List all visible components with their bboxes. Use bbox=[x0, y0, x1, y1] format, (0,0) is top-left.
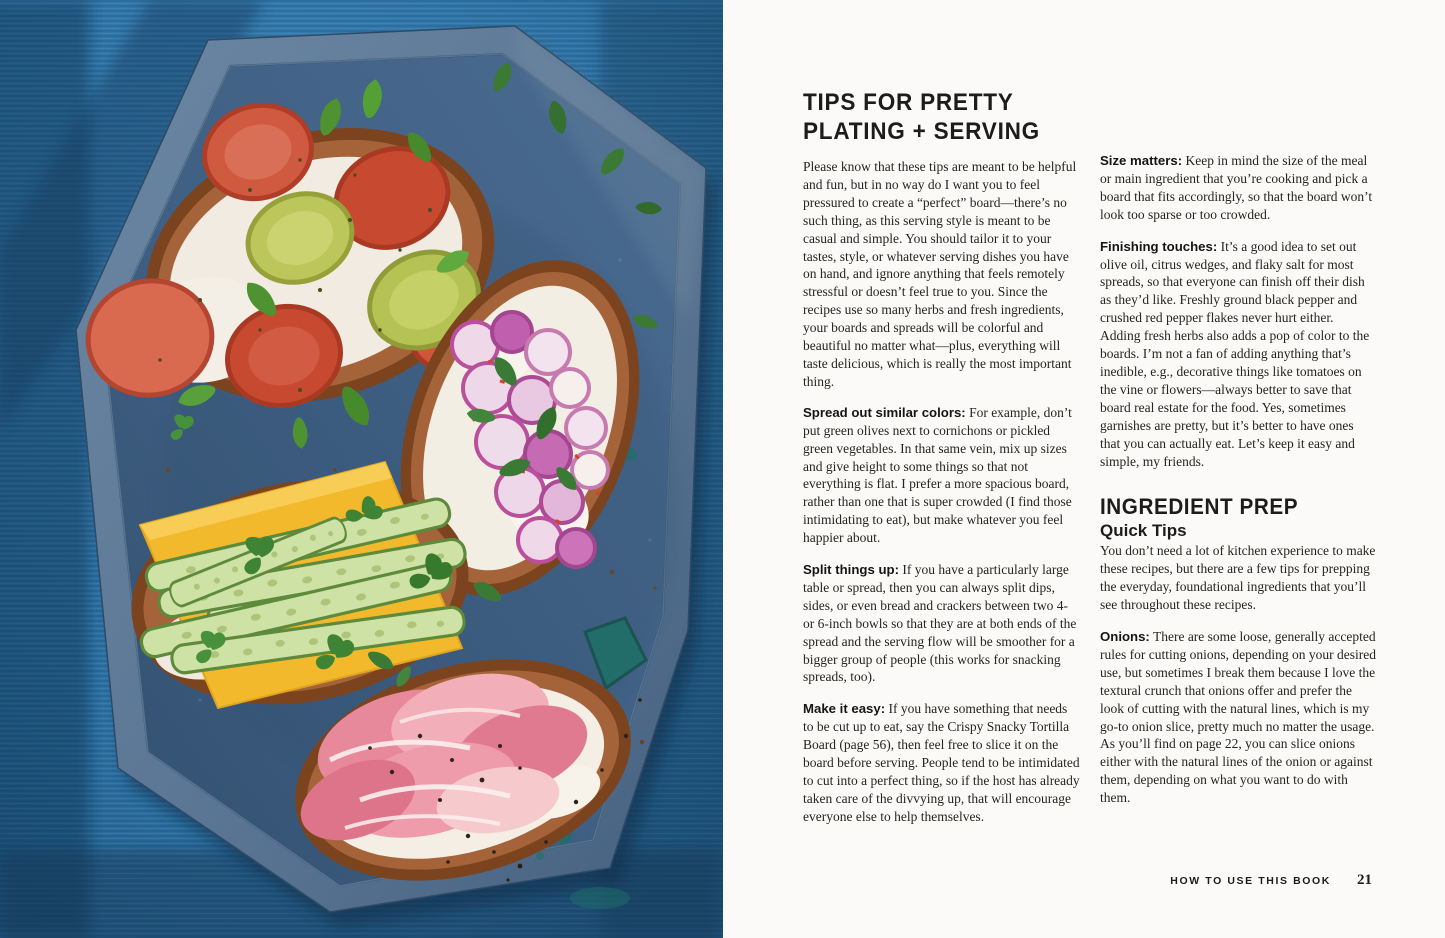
section-heading-ingredient-prep: INGREDIENT PREP bbox=[1100, 494, 1299, 520]
tip-onions bbox=[1100, 628, 1376, 807]
tip-make-easy-label: Make it easy: bbox=[803, 701, 886, 717]
tip-finishing-touches-text: It’s a good idea to set out olive oil, citrus wedges, and flaky salt for most spreads, so that everyone can finish off their dish as they’d like. Freshly ground black pepper and crushed red pepper flakes never hurt either. Adding fresh herbs also adds a pop of color to the boards. I’m not a fan of adding anything that’s inedible, e.g., decorative things like tomatoes on the vine or flowers—always better to save that board real estate for the food. Yes, sometimes garnishes are pretty, but it’s better to have ones that you can actually eat. Let’s keep it easy and simple, my friends. bbox=[1100, 238, 1370, 469]
column-right bbox=[1100, 152, 1376, 807]
column-left bbox=[803, 88, 1081, 826]
tip-size-matters-label: Size matters: bbox=[1100, 153, 1183, 168]
tip-size-matters-text: Keep in mind the size of the meal or main ingredient that you’re cooking and pick a board that fits accordingly, so that the board won’t look too sparse or too crowded. bbox=[1100, 153, 1373, 222]
tip-size-matters bbox=[1100, 152, 1376, 224]
page-title-line1: TIPS FOR PRETTY bbox=[803, 89, 1014, 116]
tip-spread-colors bbox=[803, 404, 1081, 547]
page-number: 21 bbox=[1357, 872, 1372, 888]
tip-onions-text: There are some loose, generally accepted rules for cutting onions, depending on your desired use, but sometimes I break them because I love the textural crunch that onions offer and prefer the look of cutting with the natural lines, which is my go-to onion slice, pretty much no matter the usage. As you’ll find on page 22, you can slice onions either with the natural lines of the onion or against them, depending on what you want to do with them. bbox=[1100, 629, 1376, 806]
tip-split-things-text: If you have a particularly large table or spread, then you can always split dips, sides, or even bread and crackers between two 4- or 6-inch bowls so that they are at both ends of the spread and the serving flow will be smoother for a bigger group of people (this works for snacking spreads, too). bbox=[803, 562, 1077, 685]
section-intro-paragraph: You don’t need a lot of kitchen experience to make these recipes, but there are a few tips for prepping the everyday, foundational ingredients that you’ll see throughout these recipes. bbox=[1100, 543, 1376, 613]
tip-spread-colors-label: Spread out similar colors: bbox=[803, 404, 966, 420]
tip-finishing-touches-label: Finishing touches: bbox=[1100, 238, 1218, 254]
tip-split-things bbox=[803, 561, 1081, 686]
intro-paragraph: Please know that these tips are meant to be helpful and fun, but in no way do I want you to feel pressured to create a “perfect” board—there’s no such thing, as this serving style is meant to be casual and simple. You should tailor it to your tastes, style, or whatever serving dishes you have on hand, and ignore anything that feels remotely stressful or doesn’t feel true to you. Since the recipes use so many herbs and fresh ingredients, your boards and spreads will be colorful and beautiful no matter what—plus, everything will taste delicious, which is really the most important thing. bbox=[803, 159, 1077, 389]
tip-spread-colors-text: For example, don’t put green olives next to cornichons or pickled green vegetables. In that same vein, mix up sizes and give height to some things so that not everything is flat. I prefer a more spacious board, rather than one that is super crowded (I find those intimidating to eat), but make whatever you feel happier about. bbox=[803, 404, 1072, 546]
section-subheading-quick-tips: Quick Tips bbox=[1100, 521, 1187, 541]
page-title-line2: PLATING + SERVING bbox=[803, 118, 1040, 145]
running-head: HOW TO USE THIS BOOK bbox=[1170, 875, 1331, 887]
page-title bbox=[803, 88, 1064, 146]
tip-make-easy-text: If you have something that needs to be cut up to eat, say the Crispy Snacky Tortilla Board (page 56), then feel free to slice it on the board before serving. People tend to be intimidated to cut into a perfect thing, so if the host has already taken care of the divvying up, that will encourage everyone else to help themselves. bbox=[803, 701, 1080, 824]
page-footer bbox=[1170, 872, 1372, 889]
tips-group-right bbox=[1100, 152, 1376, 470]
tip-onions-label: Onions: bbox=[1100, 629, 1150, 645]
tip-make-easy bbox=[803, 700, 1081, 825]
tip-split-things-label: Split things up: bbox=[803, 562, 899, 578]
tips-group-left bbox=[803, 404, 1081, 826]
tip-finishing-touches bbox=[1100, 238, 1376, 471]
text-page bbox=[723, 0, 1445, 938]
